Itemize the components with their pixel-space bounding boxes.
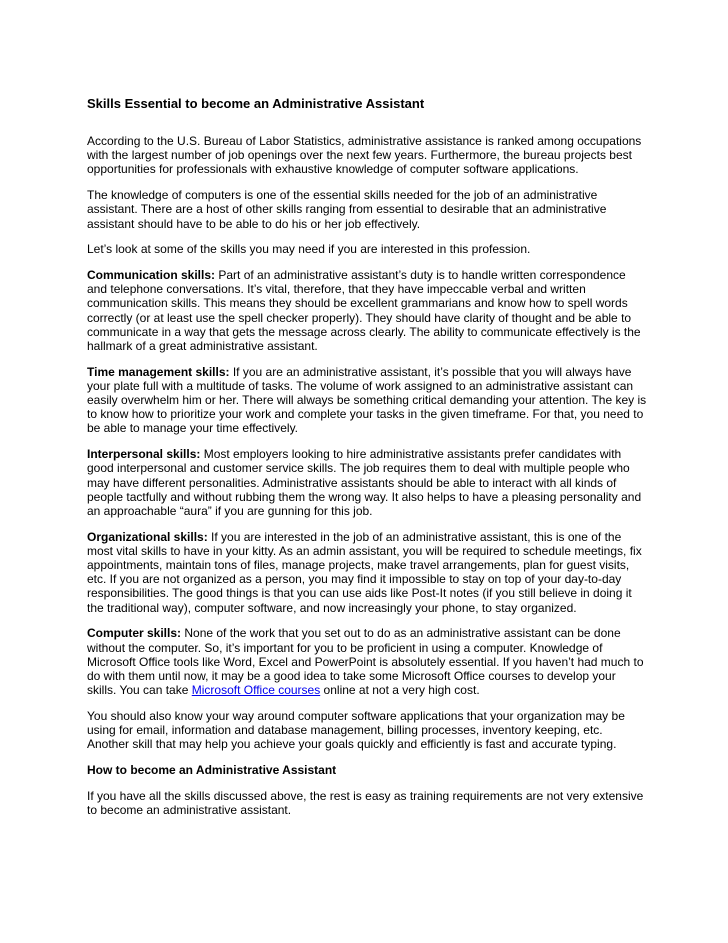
document-title: Skills Essential to become an Administrative Assistant bbox=[87, 96, 425, 111]
communication-skills-paragraph bbox=[87, 268, 647, 353]
time-management-skills-label: Time management skills: bbox=[87, 364, 230, 379]
computer-skills-label: Computer skills: bbox=[87, 626, 182, 641]
computer-skills-paragraph bbox=[87, 626, 647, 697]
computer-skills-text-end: online at not a very high cost. bbox=[320, 683, 480, 698]
organizational-skills-text: If you are interested in the job of an administrative assistant, this is one of the most vital skills to have in your kitty. As an admin assistant, you will be required to schedule meetings, fix appointments, maintain tons of files, manage projects, make travel arrangements, plan for guest visits, etc. If you are not organized as a person, you may find it impossible to stay on top of your day-to-day responsibilities. The good things is that you can use aids like Post-It notes (if you still believe in doing it the traditional way), computer software, and now increasingly your phone, to stay organized. bbox=[87, 529, 642, 615]
document-page bbox=[87, 96, 647, 829]
interpersonal-skills-label: Interpersonal skills: bbox=[87, 447, 201, 462]
interpersonal-skills-text: Most employers looking to hire administrative assistants prefer candidates with good interpersonal and customer service skills. The job requires them to deal with multiple people who may have different personalities. Administrative assistants should be able to interact with all kinds of people tactfully and without rubbing them the wrong way. It also helps to have a pleasing personality and an approachable “aura” if you are gunning for this job. bbox=[87, 447, 642, 518]
communication-skills-label: Communication skills: bbox=[87, 267, 216, 282]
computer-skills-text: None of the work that you set out to do as an administrative assistant can be done without the computer. So, it’s important for you to be proficient in using a computer. Knowledge of Microsoft Office tools like Word, Excel and PowerPoint is absolutely essential. If you haven’t had much to do with them until now, it may be a good idea to take some Microsoft Office courses to develop your skills. You can take bbox=[87, 626, 644, 698]
time-management-skills-text: If you are an administrative assistant, it’s possible that you will always have your plate full with a multitude of tasks. The volume of work assigned to an administrative assistant can easily overwhelm him or her. There will always be something critical demanding your attention. The key is to know how to prioritize your work and complete your tasks in the given timeframe. For that, you need to be able to manage your time effectively. bbox=[87, 364, 647, 436]
closing-paragraph: You should also know your way around computer software applications that your organization may be using for email, information and database management, billing processes, inventory keeping, etc. Another skill that may help you achieve your goals quickly and efficiently is fast and accurate typing. bbox=[87, 708, 625, 752]
organizational-skills-paragraph bbox=[87, 530, 647, 615]
intro-paragraph-1: According to the U.S. Bureau of Labor Statistics, administrative assistance is ranked among occupations with the largest number of job openings over the next few years. Furthermore, the bureau projects best opportunities for professionals with exhaustive knowledge of computer software applications. bbox=[87, 134, 642, 177]
intro-paragraph-3: Let’s look at some of the skills you may need if you are interested in this profession. bbox=[87, 242, 531, 257]
how-to-heading: How to become an Administrative Assistant bbox=[87, 763, 337, 778]
time-management-skills-paragraph bbox=[87, 365, 647, 436]
interpersonal-skills-paragraph bbox=[87, 447, 647, 518]
how-to-paragraph: If you have all the skills discussed above, the rest is easy as training requirements are not very extensive to become an administrative assistant. bbox=[87, 788, 644, 817]
microsoft-office-courses-link[interactable]: Microsoft Office courses bbox=[191, 683, 321, 698]
intro-paragraph-2: The knowledge of computers is one of the essential skills needed for the job of an administrative assistant. There are a host of other skills ranging from essential to desirable that an administrative assistant should have to be able to do his or her job effectively. bbox=[87, 188, 607, 231]
organizational-skills-label: Organizational skills: bbox=[87, 529, 208, 544]
communication-skills-text: Part of an administrative assistant’s duty is to handle written correspondence and telephone conversations. It’s vital, therefore, that they have impeccable verbal and written communication skills. This means they should be excellent grammarians and know how to spell words correctly (or at least use the spell checker properly). They should have clarity of thought and be able to communicate in a way that gets the message across clearly. The ability to communicate effectively is the hallmark of a great administrative assistant. bbox=[87, 267, 641, 353]
